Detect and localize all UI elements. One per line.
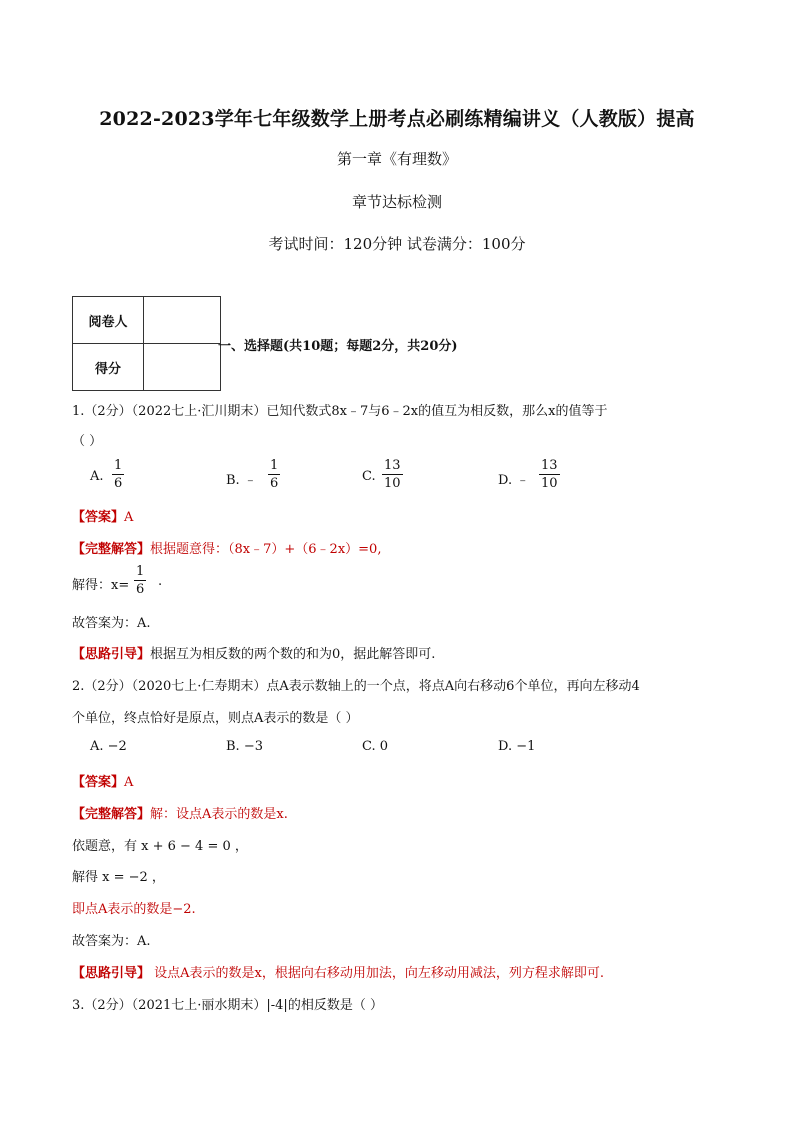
reviewer-cell — [144, 297, 221, 344]
q2-solution-line1 — [72, 803, 288, 822]
q1-bracket: （ ） — [72, 434, 103, 449]
chapter-title: 第一章《有理数》 — [336, 150, 457, 168]
q1-hint-tag: 【思路引导】 — [72, 647, 151, 662]
q1-conclusion: 故答案为：A. — [72, 616, 151, 631]
q2-solution-tag: 【完整解答】 — [72, 807, 151, 822]
q1-option-b-numerator: 1 — [270, 458, 279, 473]
q1-solution-line1 — [72, 538, 381, 557]
q1-option-a-numerator: 1 — [114, 458, 123, 473]
q1-solution-numerator: 1 — [136, 564, 145, 579]
q1-option-d-denominator: 10 — [541, 476, 558, 491]
q1-answer: A — [124, 510, 134, 525]
q2-solution-line4: 即点A表示的数是−2. — [72, 902, 196, 917]
q1-option-a-denominator: 6 — [114, 476, 123, 491]
q1-option-b-prefix: B. ﹣ — [226, 473, 257, 488]
q1-option-a-fraction — [112, 457, 124, 492]
q2-answer: A — [124, 775, 134, 790]
q2-hint-line — [72, 962, 604, 981]
q2-option-a: A. −2 — [90, 739, 127, 754]
q1-stem: 1.（2分）（2022七上·汇川期末）已知代数式8x﹣7与6﹣2x的值互为相反数，那么x的值等于 — [72, 404, 608, 419]
q1-option-c-denominator: 10 — [384, 476, 401, 491]
q2-option-b: B. −3 — [226, 739, 263, 754]
q3-stem: 3.（2分）（2021七上·丽水期末）|-4|的相反数是（ ） — [72, 998, 383, 1013]
exam-info: 考试时间：120分钟 试卷满分：100分 — [268, 235, 526, 253]
q2-stem-line1: 2.（2分）（2020七上·仁寿期末）点A表示数轴上的一个点，将点A向右移动6个单位，再向左移动4 — [72, 679, 640, 694]
q1-option-c-prefix: C. — [362, 469, 376, 484]
q1-option-b-denominator: 6 — [270, 476, 279, 491]
q2-solution-text1: 解：设点A表示的数是x. — [150, 807, 288, 822]
subtitle: 章节达标检测 — [351, 193, 442, 211]
q1-answer-tag: 【答案】 — [72, 510, 125, 525]
q1-solution-denominator: 6 — [136, 582, 145, 597]
score-cell — [144, 344, 221, 391]
q1-option-a-prefix: A. — [90, 469, 104, 484]
score-table — [72, 296, 221, 391]
q1-hint-line — [72, 643, 435, 662]
q1-option-d-fraction — [539, 457, 560, 492]
q1-option-d-prefix: D. ﹣ — [498, 473, 530, 488]
q2-conclusion: 故答案为：A. — [72, 934, 151, 949]
q1-option-c-fraction — [382, 457, 403, 492]
q1-solution-text1: 根据题意得：（8x﹣7）+（6﹣2x）=0, — [150, 542, 382, 557]
q2-option-c: C. 0 — [362, 739, 389, 754]
q2-option-d: D. −1 — [498, 739, 536, 754]
q1-solution-line2-prefix: 解得：x= — [72, 578, 130, 593]
q1-option-d-numerator: 13 — [541, 458, 558, 473]
score-label: 得分 — [73, 344, 144, 391]
q2-answer-line — [72, 771, 133, 790]
q1-solution-tag: 【完整解答】 — [72, 542, 151, 557]
q1-solution-fraction — [134, 563, 146, 598]
q1-solution-line2-suffix: . — [158, 574, 163, 589]
q1-answer-line — [72, 506, 133, 525]
q2-hint-tag: 【思路引导】 — [72, 966, 151, 981]
section-title: 一、选择题(共10题；每题2分，共20分) — [218, 339, 458, 354]
document-title: 2022-2023学年七年级数学上册考点必刷练精编讲义（人教版）提高 — [99, 108, 695, 130]
reviewer-label: 阅卷人 — [73, 297, 144, 344]
q2-solution-line3: 解得 x = −2 ， — [72, 870, 165, 885]
q1-option-b-fraction — [268, 457, 280, 492]
q2-solution-line2: 依题意，有 x + 6 − 4 = 0 ， — [72, 839, 248, 854]
q2-answer-tag: 【答案】 — [72, 775, 125, 790]
q1-option-c-numerator: 13 — [384, 458, 401, 473]
q2-stem-line2: 个单位，终点恰好是原点，则点A表示的数是（ ） — [72, 711, 359, 726]
q1-hint-text: 根据互为相反数的两个数的和为0，据此解答即可. — [150, 647, 436, 662]
q2-hint-text: 设点A表示的数是x，根据向右移动用加法，向左移动用减法，列方程求解即可. — [150, 966, 605, 981]
